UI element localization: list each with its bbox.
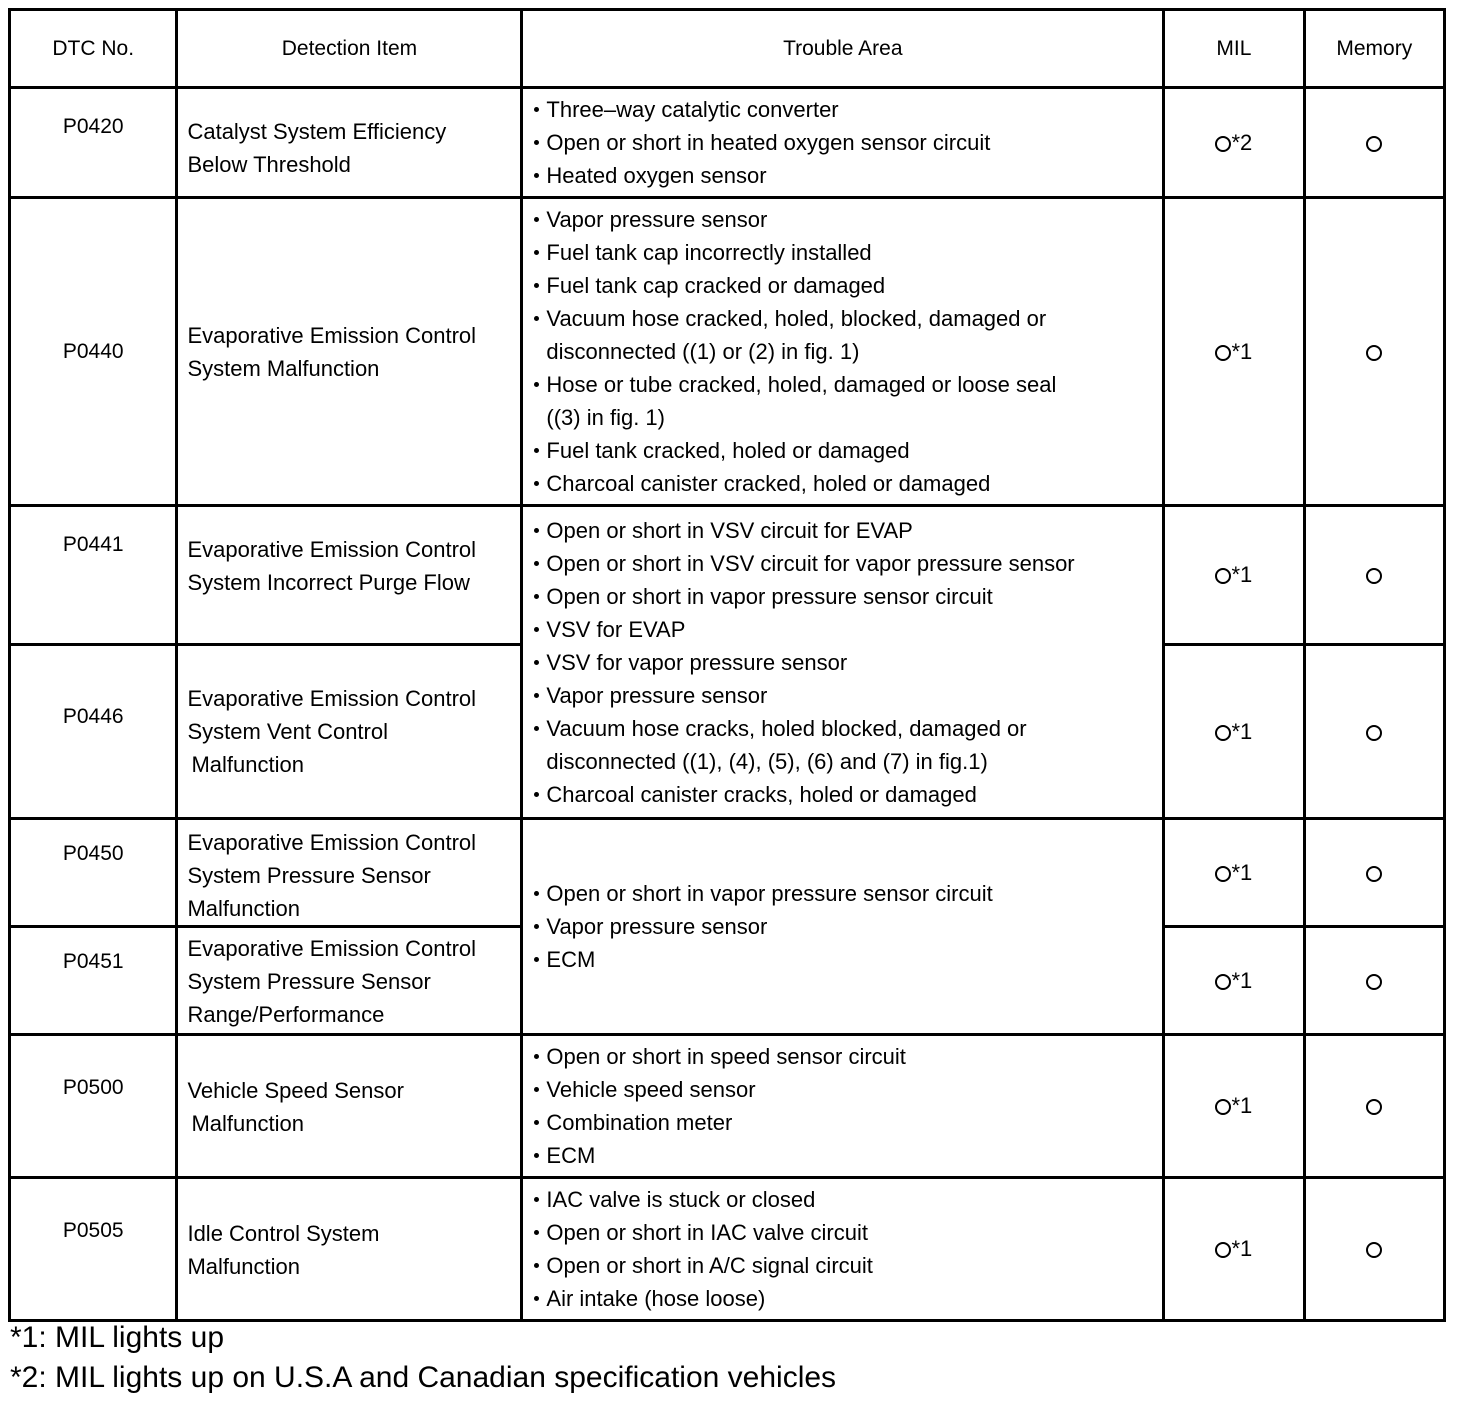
trouble-area-item: Air intake (hose loose) (531, 1282, 1154, 1315)
detection-item-line: Below Threshold (187, 152, 351, 177)
circle-icon (1366, 568, 1382, 584)
circle-icon (1366, 345, 1382, 361)
dtc-code: P0446 (10, 645, 177, 819)
footnote-2: *2: MIL lights up on U.S.A and Canadian specification vehicles (10, 1361, 837, 1394)
detection-item-line: Vehicle Speed Sensor (187, 1078, 404, 1103)
circle-icon (1366, 1242, 1382, 1258)
trouble-area-item: Open or short in vapor pressure sensor circuit (531, 580, 1154, 613)
detection-item-line: Malfunction (187, 896, 300, 921)
memory-indicator (1304, 819, 1444, 927)
mil-indicator (1164, 88, 1304, 198)
detection-item-line: Evaporative Emission Control (187, 322, 477, 348)
mil-note: *1 (1231, 859, 1253, 885)
trouble-area-item: Fuel tank cap cracked or damaged (531, 269, 1154, 302)
trouble-area (522, 198, 1164, 506)
detection-item-line: System Vent Control (187, 719, 388, 744)
table-row (10, 88, 1445, 198)
memory-indicator (1304, 1035, 1444, 1178)
trouble-area-continuation: disconnected ((1), (4), (5), (6) and (7) in fig.1) (546, 748, 988, 774)
header-mil: MIL (1164, 10, 1304, 88)
trouble-area-item: Hose or tube cracked, holed, damaged or loose seal (531, 368, 1154, 401)
table-row (10, 198, 1445, 506)
detection-item-line: Range/Performance (187, 1002, 385, 1027)
detection-item (177, 1035, 522, 1178)
trouble-area-item: Fuel tank cap incorrectly installed (531, 236, 1154, 269)
trouble-area-item: Three–way catalytic converter (531, 93, 1154, 126)
trouble-area-item: Charcoal canister cracks, holed or damaged (531, 778, 1154, 811)
mil-indicator (1164, 1035, 1304, 1178)
detection-item-line: Malfunction (191, 752, 304, 777)
detection-item-line: Idle Control System (187, 1221, 380, 1246)
dtc-code: P0420 (10, 88, 177, 198)
detection-item (177, 198, 522, 506)
trouble-area-continuation: ((3) in fig. 1) (546, 405, 665, 430)
trouble-area-item: VSV for vapor pressure sensor (531, 646, 1154, 679)
mil-note: *1 (1231, 562, 1253, 587)
trouble-area (522, 819, 1164, 1035)
detection-item (177, 88, 522, 198)
circle-icon (1215, 974, 1231, 990)
detection-item (177, 927, 522, 1035)
circle-icon (1366, 136, 1382, 152)
trouble-area-item: Charcoal canister cracked, holed or damaged (531, 467, 1154, 500)
trouble-area-item: Fuel tank cracked, holed or damaged (531, 434, 1154, 467)
circle-icon (1366, 866, 1382, 882)
mil-note: *1 (1231, 1236, 1253, 1261)
detection-item-line: Malfunction (187, 1254, 300, 1279)
trouble-area-item: Heated oxygen sensor (531, 159, 1154, 192)
memory-indicator (1304, 198, 1444, 506)
detection-item (177, 819, 522, 927)
trouble-area-item: Vacuum hose cracks, holed blocked, damaged or (531, 712, 1154, 745)
memory-indicator (1304, 645, 1444, 819)
dtc-code: P0441 (10, 506, 177, 645)
footnotes (10, 1318, 836, 1398)
detection-item-line: System Pressure Sensor (187, 969, 431, 994)
dtc-table (8, 8, 1446, 1322)
footnote-1: *1: MIL lights up (10, 1321, 224, 1354)
trouble-area-continuation: disconnected ((1) or (2) in fig. 1) (546, 339, 860, 364)
table-row (10, 1178, 1445, 1321)
trouble-area-item: Vapor pressure sensor (531, 910, 1154, 943)
mil-indicator (1164, 506, 1304, 645)
mil-indicator (1164, 927, 1304, 1035)
trouble-area (522, 1178, 1164, 1321)
memory-indicator (1304, 88, 1444, 198)
trouble-area-item: Open or short in A/C signal circuit (531, 1249, 1154, 1282)
trouble-area (522, 88, 1164, 198)
mil-note: *1 (1231, 967, 1253, 993)
detection-item (177, 1178, 522, 1321)
circle-icon (1215, 866, 1231, 882)
trouble-area-item: Vacuum hose cracked, holed, blocked, damaged or (531, 302, 1154, 335)
detection-item-line: System Malfunction (187, 355, 380, 381)
detection-item (177, 506, 522, 645)
dtc-code: P0451 (10, 927, 177, 1035)
trouble-area-item: IAC valve is stuck or closed (531, 1183, 1154, 1216)
circle-icon (1215, 1099, 1231, 1115)
table-header-row (10, 10, 1445, 88)
table-row (10, 819, 1445, 927)
detection-item-line: Evaporative Emission Control (187, 830, 477, 855)
mil-indicator (1164, 1178, 1304, 1321)
detection-item-line: Evaporative Emission Control (187, 936, 477, 961)
detection-item (177, 645, 522, 819)
header-detection-item: Detection Item (177, 10, 522, 88)
trouble-area-item: Combination meter (531, 1106, 1154, 1139)
mil-note: *1 (1231, 1093, 1253, 1118)
dtc-code: P0450 (10, 819, 177, 927)
circle-icon (1366, 974, 1382, 990)
dtc-code: P0500 (10, 1035, 177, 1178)
trouble-area-item: Open or short in speed sensor circuit (531, 1040, 1154, 1073)
circle-icon (1215, 568, 1231, 584)
trouble-area-item: Vapor pressure sensor (531, 203, 1154, 236)
mil-indicator (1164, 198, 1304, 506)
trouble-area-item: Open or short in VSV circuit for EVAP (531, 514, 1154, 547)
trouble-area-item: Open or short in IAC valve circuit (531, 1216, 1154, 1249)
detection-item-line: Catalyst System Efficiency (187, 119, 447, 144)
mil-indicator (1164, 819, 1304, 927)
detection-item-line: Evaporative Emission Control (187, 537, 477, 562)
detection-item-line: Evaporative Emission Control (187, 686, 477, 711)
circle-icon (1366, 725, 1382, 741)
circle-icon (1366, 1099, 1382, 1115)
header-trouble-area: Trouble Area (522, 10, 1164, 88)
header-memory: Memory (1304, 10, 1444, 88)
trouble-area-item: Vehicle speed sensor (531, 1073, 1154, 1106)
header-dtc-no: DTC No. (10, 10, 177, 88)
trouble-area (522, 1035, 1164, 1178)
trouble-area-item: VSV for EVAP (531, 613, 1154, 646)
mil-note: *1 (1231, 338, 1253, 364)
table-row (10, 1035, 1445, 1178)
mil-note: *1 (1231, 718, 1253, 744)
mil-note: *2 (1231, 129, 1253, 155)
trouble-area-item: Vapor pressure sensor (531, 679, 1154, 712)
trouble-area-item: ECM (531, 943, 1154, 976)
detection-item-line: Malfunction (191, 1111, 304, 1136)
circle-icon (1215, 1242, 1231, 1258)
circle-icon (1215, 725, 1231, 741)
circle-icon (1215, 345, 1231, 361)
dtc-code: P0505 (10, 1178, 177, 1321)
trouble-area-item: ECM (531, 1139, 1154, 1172)
trouble-area-item: Open or short in VSV circuit for vapor pressure sensor (531, 547, 1154, 580)
memory-indicator (1304, 1178, 1444, 1321)
dtc-code: P0440 (10, 198, 177, 506)
circle-icon (1215, 136, 1231, 152)
memory-indicator (1304, 506, 1444, 645)
trouble-area-item: Open or short in heated oxygen sensor circuit (531, 126, 1154, 159)
detection-item-line: System Incorrect Purge Flow (187, 570, 470, 595)
mil-indicator (1164, 645, 1304, 819)
detection-item-line: System Pressure Sensor (187, 863, 431, 888)
trouble-area (522, 506, 1164, 819)
trouble-area-item: Open or short in vapor pressure sensor circuit (531, 877, 1154, 910)
table-row (10, 506, 1445, 645)
memory-indicator (1304, 927, 1444, 1035)
